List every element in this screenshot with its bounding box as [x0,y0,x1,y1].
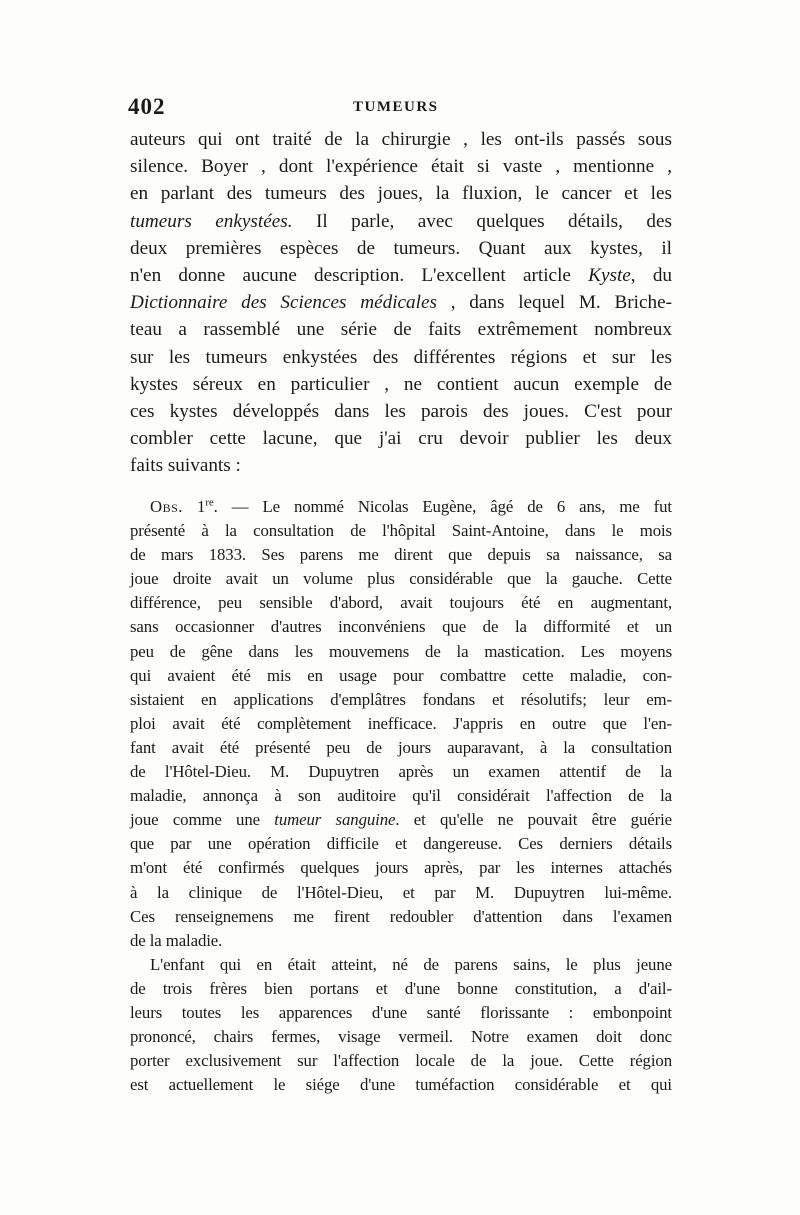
text-line: de l'Hôtel-Dieu. M. Dupuytren après un examen attentif de la [130,762,672,782]
text-line: sans occasionner d'autres inconvéniens que de la difformité et un [130,617,672,637]
text-line: porter exclusivement sur l'affection locale de la joue. Cette région [130,1051,672,1071]
text-line: prononcé, chairs fermes, visage vermeil. Notre examen doit donc [130,1027,672,1047]
text-line: présenté à la consultation de l'hôpital Saint-Antoine, dans le mois [130,521,672,541]
text-line: kystes séreux en particulier , ne contient aucun exemple de [130,373,672,395]
text-line: est actuellement le siége d'une tuméfaction considérable et qui [130,1075,672,1095]
italic-term: tumeur sanguine [274,810,396,830]
text-line: teau a rassemblé une série de faits extrêmement nombreux [130,319,672,341]
text-line: L'enfant qui en était atteint, né de parens sains, le plus jeune [150,954,672,974]
text-line: leurs toutes les apparences d'une santé florissante : embonpoint [130,1002,672,1022]
text-line: deux premières espèces de tumeurs. Quant aux kystes, il [130,237,672,259]
text-line: sur les tumeurs enkystées des différentes régions et sur les [130,346,672,368]
observation-block [130,495,672,1097]
page-number: 402 [128,94,166,119]
italic-title: Dictionnaire des Sciences médicales [130,292,437,314]
text-line: fant avait été présenté peu de jours auparavant, à la consultation [130,737,672,757]
running-title: TUMEURS [353,99,439,115]
italic-term: Kyste [588,265,631,287]
text-line: en parlant des tumeurs des joues, la fluxion, le cancer et les [130,183,672,205]
text-line: Dictionnaire des Sciences médicales , dans lequel M. Briche- [130,292,672,314]
text-line: Obs. 1re. — Le nommé Nicolas Eugène, âgé de 6 ans, me fut [150,496,672,516]
text-line: que par une opération difficile et dangereuse. Ces derniers détails [130,834,672,854]
text-line: tumeurs enkystées. Il parle, avec quelques détails, des [130,210,672,232]
observation-label: Obs. [150,497,183,516]
text-line: à la clinique de l'Hôtel-Dieu, et par M. Dupuytren lui-même. [130,882,672,902]
text-line: auteurs qui ont traité de la chirurgie , les ont-ils passés sous [130,129,672,150]
italic-term: tumeurs enkystées. [130,210,293,232]
text-line: de la maladie. [130,930,223,950]
running-head [128,94,673,124]
text-line: Ces renseignemens me firent redoubler d'attention dans l'examen [130,906,672,926]
observation-number: 1 [197,497,206,516]
text-line: ploi avait été complètement inefficace. J'appris en outre que l'en- [130,713,672,733]
text-line: ces kystes développés dans les parois des joues. C'est pour [130,401,672,423]
text-line: de mars 1833. Ses parens me dirent que depuis sa naissance, sa [130,545,672,565]
text-line: de trois frères bien portans et d'une bonne constitution, a d'ail- [130,978,672,998]
paragraph-intro [130,126,672,480]
text-line: qui avaient été mis en usage pour combattre cette maladie, con- [130,665,672,685]
text-line: n'en donne aucune description. L'excellent article Kyste, du [130,265,673,287]
text-line: différence, peu sensible d'abord, avait toujours été en augmentant, [130,593,672,613]
text-line: combler cette lacune, que j'ai cru devoir publier les deux [130,428,672,450]
text-line: sistaient en applications d'emplâtres fondans et résolutifs; leur em- [130,689,672,709]
text-line: faits suivants : [130,455,241,477]
text-line: joue droite avait un volume plus considérable que la gauche. Cette [130,569,672,589]
text-line: peu de gêne dans les mouvemens de la mastication. Les moyens [130,641,672,661]
text-line: joue comme une tumeur sanguine. et qu'elle ne pouvait être guérie [130,810,672,830]
ordinal-suffix: re [205,496,214,509]
text-line: m'ont été confirmés quelques jours après, par les internes attachés [130,858,672,878]
text-line: maladie, annonça à son auditoire qu'il considérait l'affection de la [130,786,672,806]
text-line: silence. Boyer , dont l'expérience était si vaste , mentionne , [130,156,672,178]
